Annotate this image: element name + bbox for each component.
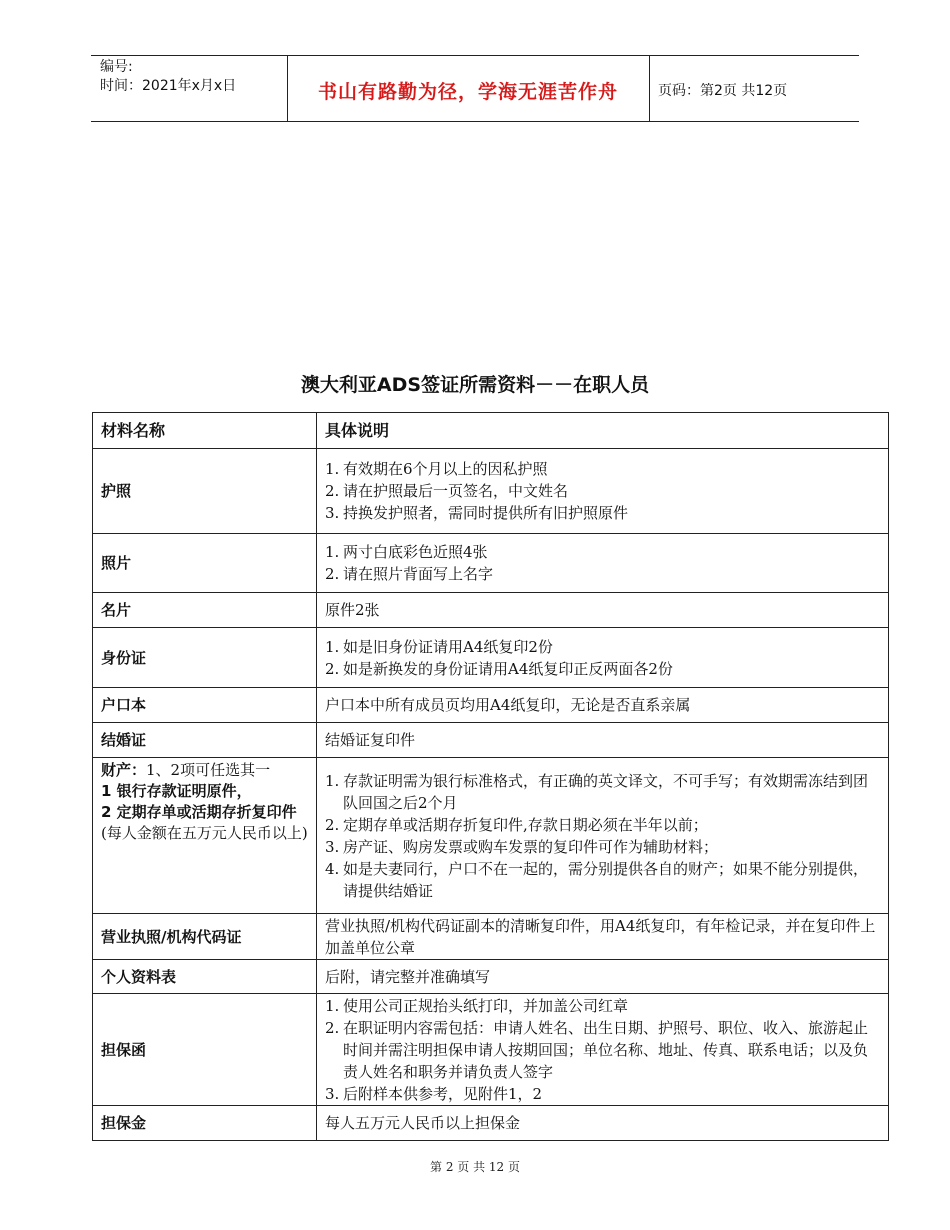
material-name: 护照 <box>93 449 317 534</box>
material-description <box>317 449 889 534</box>
table-row <box>93 534 889 593</box>
material-description <box>317 758 889 914</box>
material-name: 身份证 <box>93 628 317 688</box>
table-row <box>93 449 889 534</box>
material-name: 担保函 <box>93 994 317 1106</box>
requirements-table <box>92 412 889 1141</box>
list-item: 2. 定期存单或活期存折复印件,存款日期必须在半年以前； <box>325 815 708 834</box>
material-name: 名片 <box>93 593 317 628</box>
header-motto: 书山有路勤为径，学海无涯苦作舟 <box>317 81 618 103</box>
list-item: 2. 在职证明内容需包括：申请人姓名、出生日期、护照号、职位、收入、旅游起止时间并需注明担保申请人按期回国；单位名称、地址、传真、联系电话；以及负责人姓名和职务并请负责人签字 <box>325 1018 869 1081</box>
material-description: 每人五万元人民币以上担保金 <box>317 1106 889 1141</box>
table-row <box>93 758 889 914</box>
list-item: 1. 有效期在6个月以上的因私护照 <box>325 460 548 478</box>
header-divider <box>649 55 650 121</box>
material-description: 营业执照/机构代码证副本的清晰复印件，用A4纸复印，有年检记录，并在复印件上加盖单位公章 <box>317 914 889 960</box>
table-row <box>93 994 889 1106</box>
serial-label: 编号: <box>100 59 133 75</box>
material-description <box>317 994 889 1106</box>
material-description <box>317 628 889 688</box>
table-row <box>93 593 889 628</box>
table-row <box>93 1106 889 1141</box>
material-name: 营业执照/机构代码证 <box>93 914 317 960</box>
list-item: 1. 两寸白底彩色近照4张 <box>325 543 488 561</box>
material-name: 照片 <box>93 534 317 593</box>
list-item: 1. 存款证明需为银行标准格式，有正确的英文译文，不可手写；有效期需冻结到团队回国之后2个月 <box>325 771 869 812</box>
header-page-info: 页码：第2页 共12页 <box>658 83 788 99</box>
material-description <box>317 534 889 593</box>
material-name: 个人资料表 <box>93 960 317 994</box>
property-option: 1 银行存款证明原件， <box>101 782 252 800</box>
material-name: 担保金 <box>93 1106 317 1141</box>
list-item: 2. 如是新换发的身份证请用A4纸复印正反两面各2份 <box>325 659 673 678</box>
header-meta <box>100 58 236 96</box>
list-item: 2. 请在护照最后一页签名，中文姓名 <box>325 482 569 500</box>
table-row <box>93 628 889 688</box>
material-description: 原件2张 <box>317 593 889 628</box>
column-header-material: 材料名称 <box>93 413 317 449</box>
table-header-row <box>93 413 889 449</box>
page-footer: 第 2 页 共 12 页 <box>430 1160 520 1174</box>
property-footnote: (每人金额在五万元人民币以上) <box>101 824 308 842</box>
table-row <box>93 914 889 960</box>
list-item: 2. 请在照片背面写上名字 <box>325 565 494 583</box>
list-item: 1. 如是旧身份证请用A4纸复印2份 <box>325 637 553 656</box>
date-label: 时间：2021年x月x日 <box>100 78 237 94</box>
material-name: 户口本 <box>93 688 317 723</box>
material-description: 结婚证复印件 <box>317 723 889 758</box>
property-heading: 财产：1、2项可任选其一 <box>101 761 271 779</box>
table-row <box>93 723 889 758</box>
material-description: 户口本中所有成员页均用A4纸复印，无论是否直系亲属 <box>317 688 889 723</box>
list-item: 1. 使用公司正规抬头纸打印，并加盖公司红章 <box>325 996 629 1015</box>
document-title: 澳大利亚ADS签证所需资料－－在职人员 <box>300 374 650 396</box>
table-row <box>93 960 889 994</box>
header-top-rule <box>91 55 859 56</box>
material-name: 结婚证 <box>93 723 317 758</box>
list-item: 3. 持换发护照者，需同时提供所有旧护照原件 <box>325 504 629 522</box>
property-option: 2 定期存单或活期存折复印件 <box>101 803 297 821</box>
list-item: 3. 房产证、购房发票或购车发票的复印件可作为辅助材料； <box>325 837 719 856</box>
material-name-property <box>93 758 317 914</box>
table-row <box>93 688 889 723</box>
list-item: 4. 如是夫妻同行，户口不在一起的，需分别提供各自的财产；如果不能分别提供，请提供结婚证 <box>325 859 869 900</box>
list-item: 3. 后附样本供参考，见附件1，2 <box>325 1084 543 1103</box>
header-bottom-rule <box>91 121 859 122</box>
material-description: 后附，请完整并准确填写 <box>317 960 889 994</box>
column-header-description: 具体说明 <box>317 413 889 449</box>
